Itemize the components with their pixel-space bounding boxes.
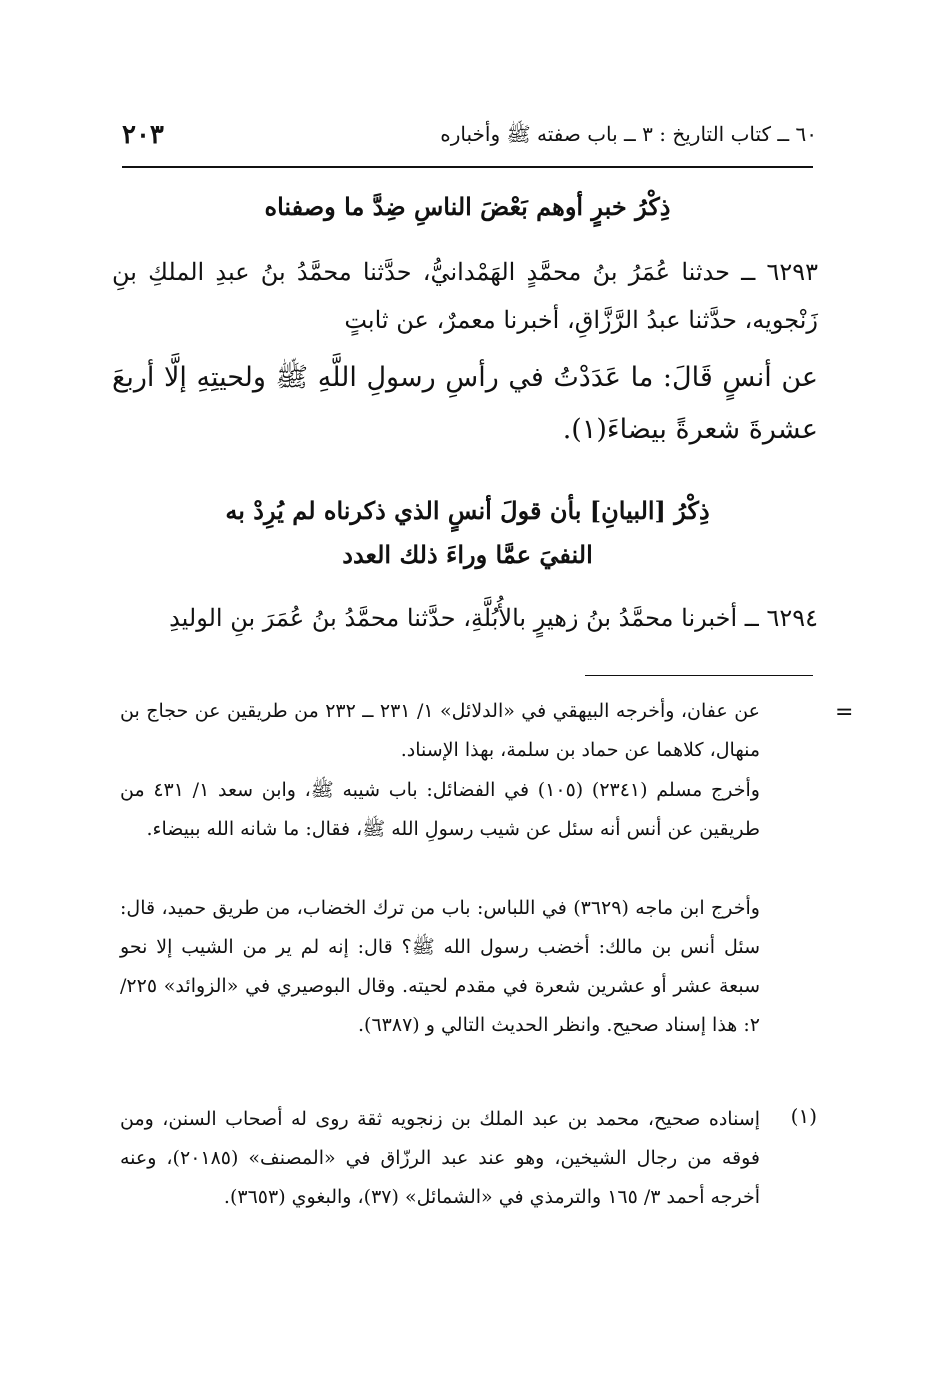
footnote-1-marker: (١) bbox=[790, 1104, 817, 1128]
hadith-6293-matn: عن أنسٍ قَالَ: ما عَدَدْتُ في رأسِ رسولِ اللَّهِ ﷺ ولحيتِهِ إلَّا أربعَ عشرةَ شعرةً بيضاءَ(١). bbox=[112, 362, 818, 445]
hadith-6293-isnad: ٦٢٩٣ ــ حدثنا عُمَرُ بنُ محمَّدٍ الهَمْدانيُّ، حدَّثنا محمَّدُ بنُ عبدِ الملكِ بنِ زَنْجويه، حدَّثنا عبدُ الرَّزَّاقِ، أخبرنا معمرٌ، عن ثابتٍ bbox=[112, 258, 818, 334]
running-header: ٦٠ ــ كتاب التاريخ : ٣ ــ باب صفته ﷺ وأخباره bbox=[440, 122, 817, 146]
footnote-divider bbox=[585, 675, 813, 676]
hadith-6294-isnad: ٦٢٩٤ ــ أخبرنا محمَّدُ بنُ زهيرٍ بالأُبُلَّةِ، حدَّثنا محمَّدُ بنُ عُمَرَ بنِ الوليدِ bbox=[169, 604, 818, 632]
footnote-paragraph: عن عفان، وأخرجه البيهقي في «الدلائل» ١/ ٢٣١ ــ ٢٣٢ من طريقين عن حجاج بن منهال، كلاهما عن حماد بن سلمة، بهذا الإسناد. bbox=[120, 700, 761, 761]
page-number: ٢٠٣ bbox=[122, 120, 164, 150]
footnote-1-text: إسناده صحيح، محمد بن عبد الملك بن زنجويه ثقة روى له أصحاب السنن، ومن فوقه من رجال الشيخين، وهو عند عبد الرزّاق في «المصنف» (٢٠١٨٥)، وعنه أخرجه أحمد ٣/ ١٦٥ والترمذي في «الشمائل» (٣٧)، والبغوي (٣٦٥٣). bbox=[120, 1108, 760, 1208]
section-heading-line-1: ذِكْرُ [البيانِ] بأن قولَ أنسٍ الذي ذكرناه لم يُرِدْ به bbox=[225, 496, 710, 525]
header-divider bbox=[122, 166, 813, 168]
section-heading: ذِكْرُ خبرٍ أوهم بَعْضَ الناسِ ضِدَّ ما وصفناه bbox=[264, 192, 671, 221]
footnote-paragraph: وأخرج ابن ماجه (٣٦٢٩) في اللباس: باب من ترك الخضاب، من طريق حميد، قال: سئل أنس بن مالك: أخضب رسول الله ﷺ؟ قال: إنه لم ير من الشيب إلا نحو سبعة عشر أو عشرين شعرة في مقدم لحيته. وقال البوصيري في «الزوائد» ٢٢٥/ ٢: هذا إسناد صحيح. وانظر الحديث التالي و (٦٣٨٧). bbox=[120, 897, 760, 1036]
section-heading-line-2: النفيَ عمَّا وراءَ ذلك العدد bbox=[342, 540, 593, 569]
footnote-paragraph: وأخرج مسلم (٢٣٤١) (١٠٥) في الفضائل: باب شيبه ﷺ، وابن سعد ١/ ٤٣١ من طريقين عن أنس أنه سئل عن شيب رسولِ الله ﷺ، فقال: ما شانه الله ببيضاء. bbox=[120, 779, 760, 840]
continuation-mark: = bbox=[835, 700, 854, 725]
